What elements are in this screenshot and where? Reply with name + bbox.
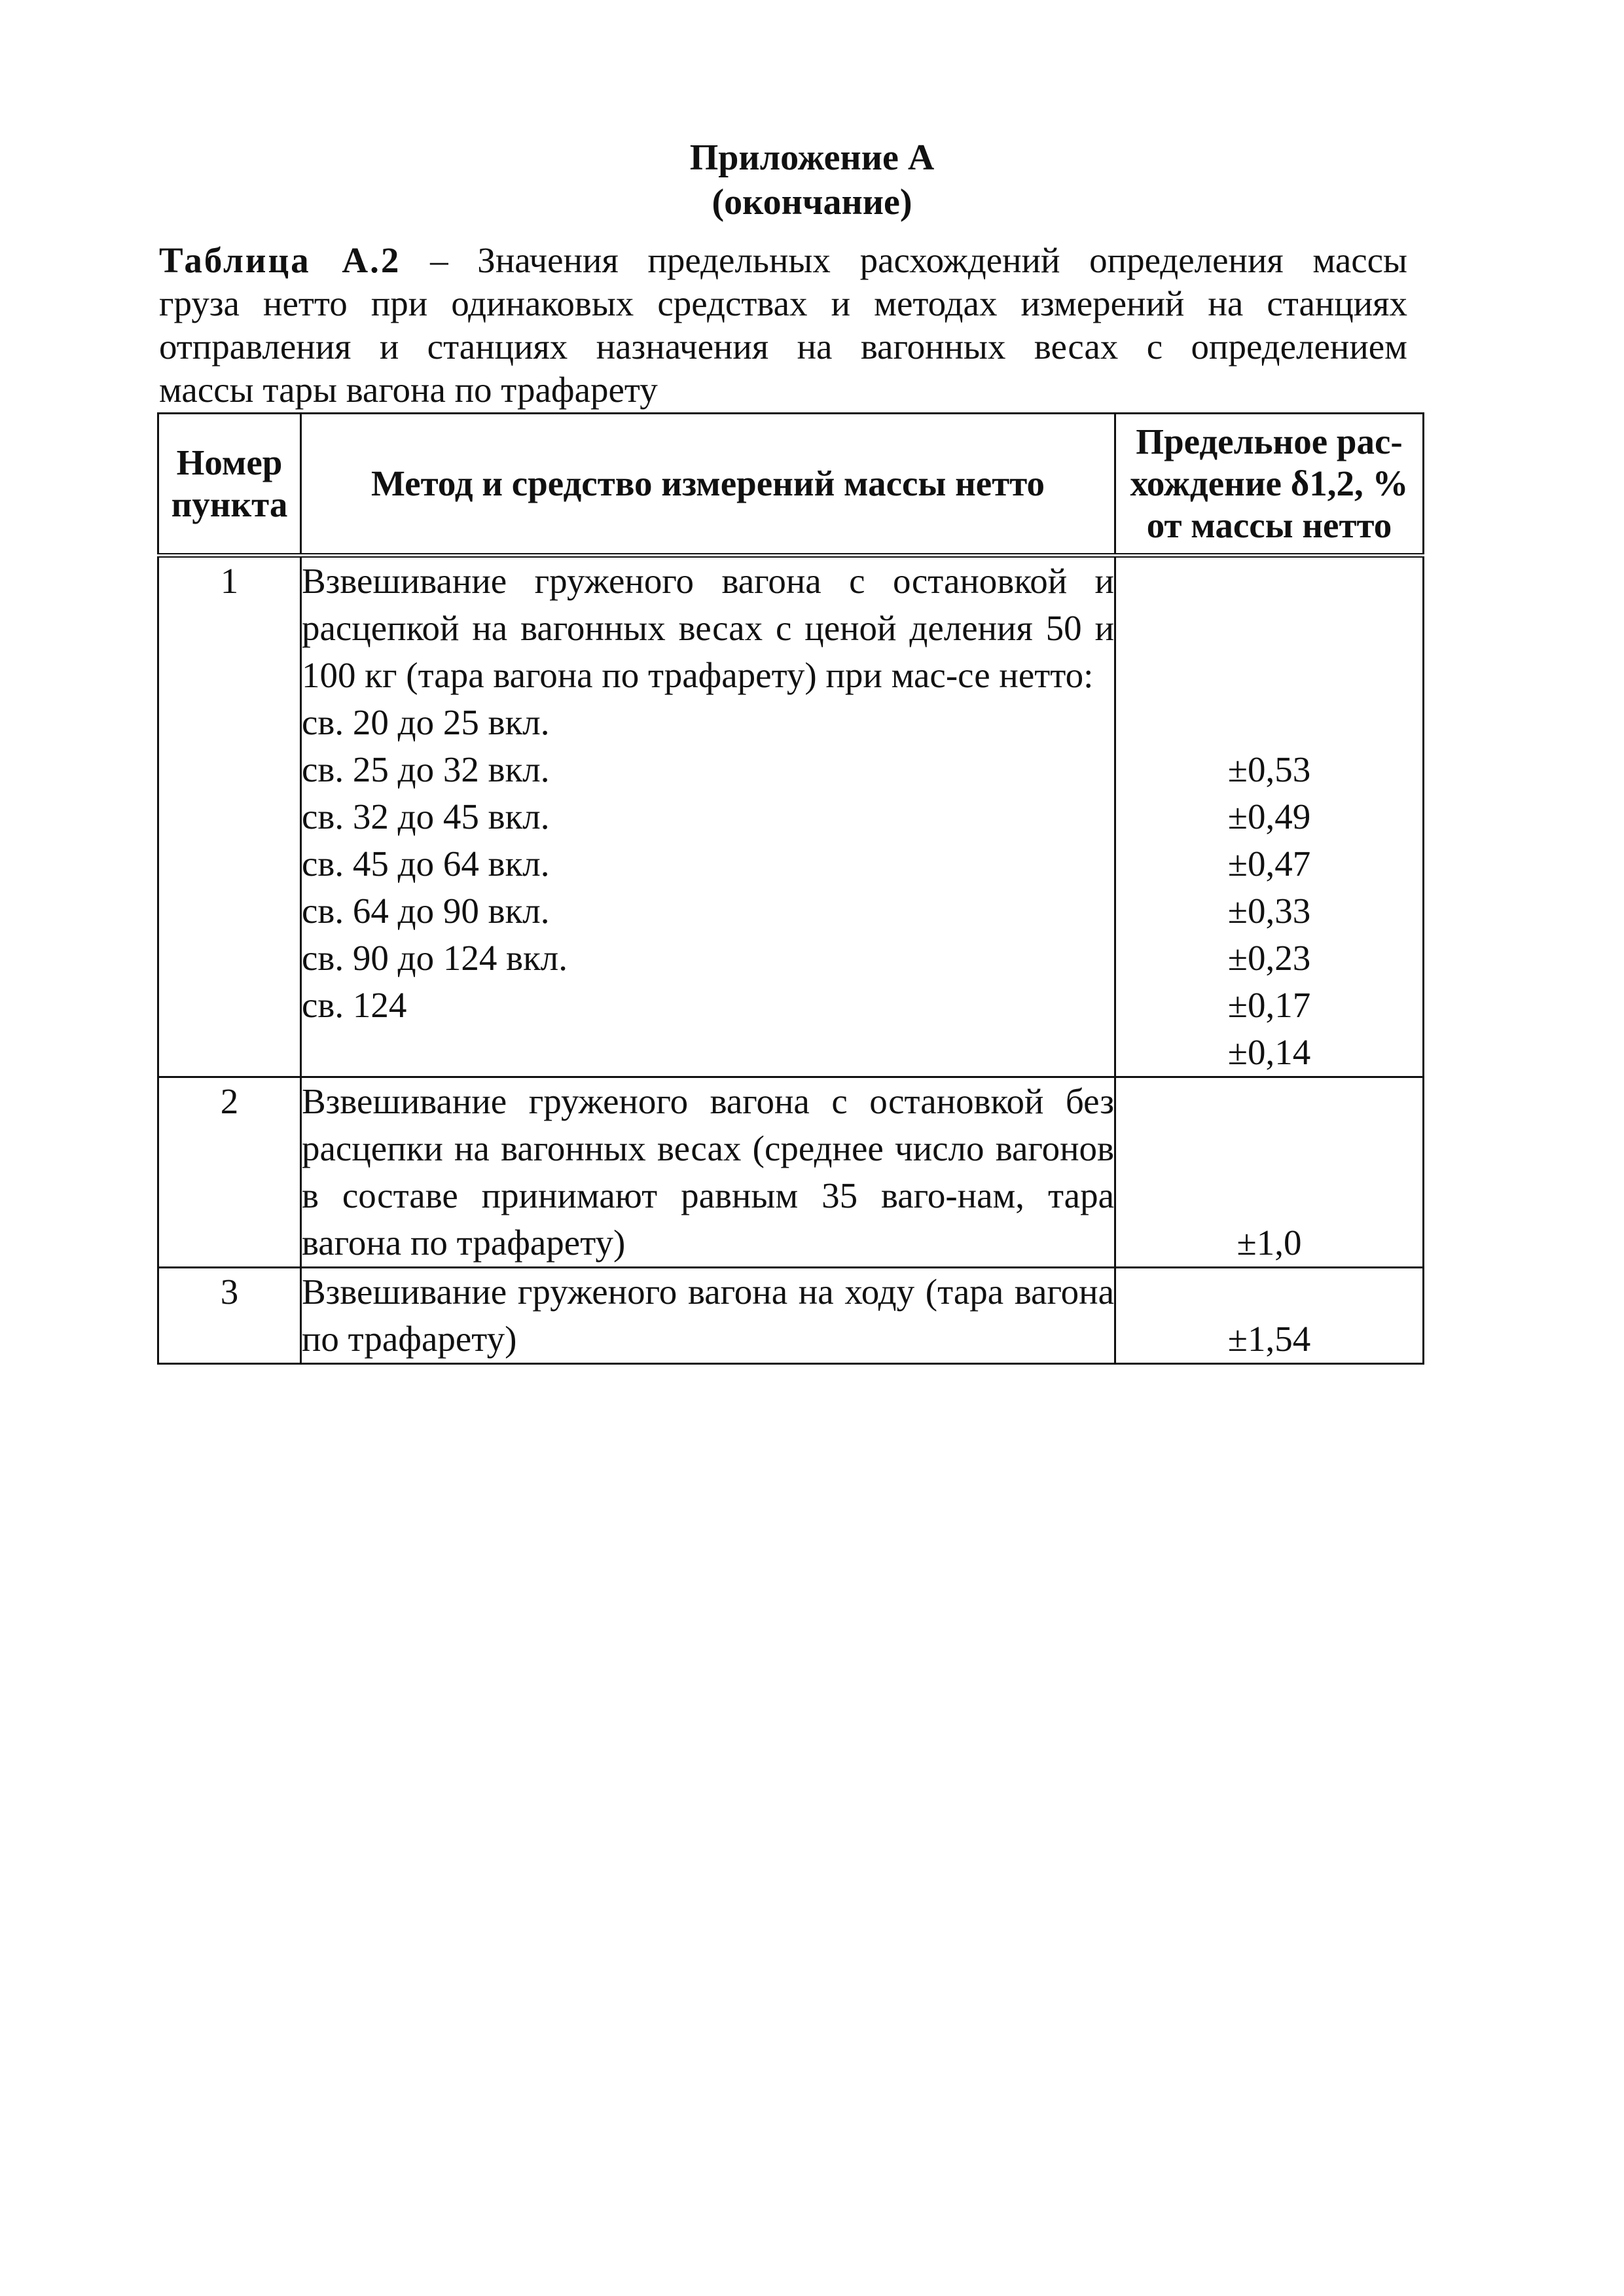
row-description-text: Взвешивание груженого вагона с остановкой без расцепки на вагонных весах (среднее число вагонов в составе принимают равным 35 ваго-нам, тара вагона по трафарету) — [302, 1081, 1114, 1263]
tolerance-value: ±1,54 — [1227, 1319, 1311, 1359]
row-values — [1115, 1268, 1424, 1364]
range-label: св. 25 до 32 вкл. — [302, 749, 550, 789]
appendix-title: Приложение А — [689, 137, 935, 178]
table-row — [158, 1268, 1424, 1364]
table-header-row — [158, 414, 1424, 556]
tolerance-value: ±0,47 — [1227, 844, 1311, 884]
tolerance-value: ±0,23 — [1227, 938, 1311, 978]
range-label: св. 45 до 64 вкл. — [302, 844, 550, 884]
header-tolerance: Предельное рас-хождение δ1,2, % от массы нетто — [1115, 414, 1424, 556]
range-label: св. 124 — [302, 985, 407, 1025]
range-label: св. 64 до 90 вкл. — [302, 891, 550, 931]
range-label: св. 32 до 45 вкл. — [302, 797, 550, 836]
table-row — [158, 556, 1424, 1077]
tolerance-value: ±1,0 — [1236, 1223, 1302, 1263]
range-label: св. 20 до 25 вкл. — [302, 702, 550, 742]
row-description — [301, 556, 1115, 1077]
caption-line-1 — [159, 239, 1407, 282]
appendix-subtitle: (окончание) — [712, 182, 912, 223]
caption-line-3: отправления и станциях назначения на вагонных весах с определением — [159, 327, 1407, 367]
row-values — [1115, 1077, 1424, 1268]
row-description-text: Взвешивание груженого вагона с остановкой и расцепкой на вагонных весах с ценой деления 50 и 100 кг (тара вагона по трафарету) при мас-се нетто: — [302, 561, 1114, 695]
tolerance-value: ±0,17 — [1227, 985, 1311, 1025]
row-description-text: Взвешивание груженого вагона на ходу (тара вагона по трафарету) — [302, 1272, 1114, 1359]
header-item-number: Номер пункта — [158, 414, 301, 556]
row-values — [1115, 556, 1424, 1077]
row-description — [301, 1268, 1115, 1364]
caption-text-1: – Значения предельных расхождений определения массы — [430, 240, 1408, 280]
tolerance-value: ±0,53 — [1227, 749, 1311, 789]
tolerance-table — [157, 412, 1424, 1365]
caption-line-2: груза нетто при одинаковых средствах и методах измерений на станциях — [159, 283, 1407, 323]
header-method: Метод и средство измерений массы нетто — [301, 414, 1115, 556]
caption-line-4: массы тары вагона по трафарету — [159, 370, 658, 410]
tolerance-value: ±0,49 — [1227, 797, 1311, 836]
row-description — [301, 1077, 1115, 1268]
tolerance-value: ±0,14 — [1227, 1032, 1311, 1072]
tolerance-value: ±0,33 — [1227, 891, 1311, 931]
row-number: 3 — [158, 1268, 301, 1364]
table-label: Таблица А.2 — [159, 240, 401, 280]
table-caption — [159, 239, 1407, 412]
range-label: св. 90 до 124 вкл. — [302, 938, 568, 978]
row-number: 2 — [158, 1077, 301, 1268]
row-number: 1 — [158, 556, 301, 1077]
table-row — [158, 1077, 1424, 1268]
